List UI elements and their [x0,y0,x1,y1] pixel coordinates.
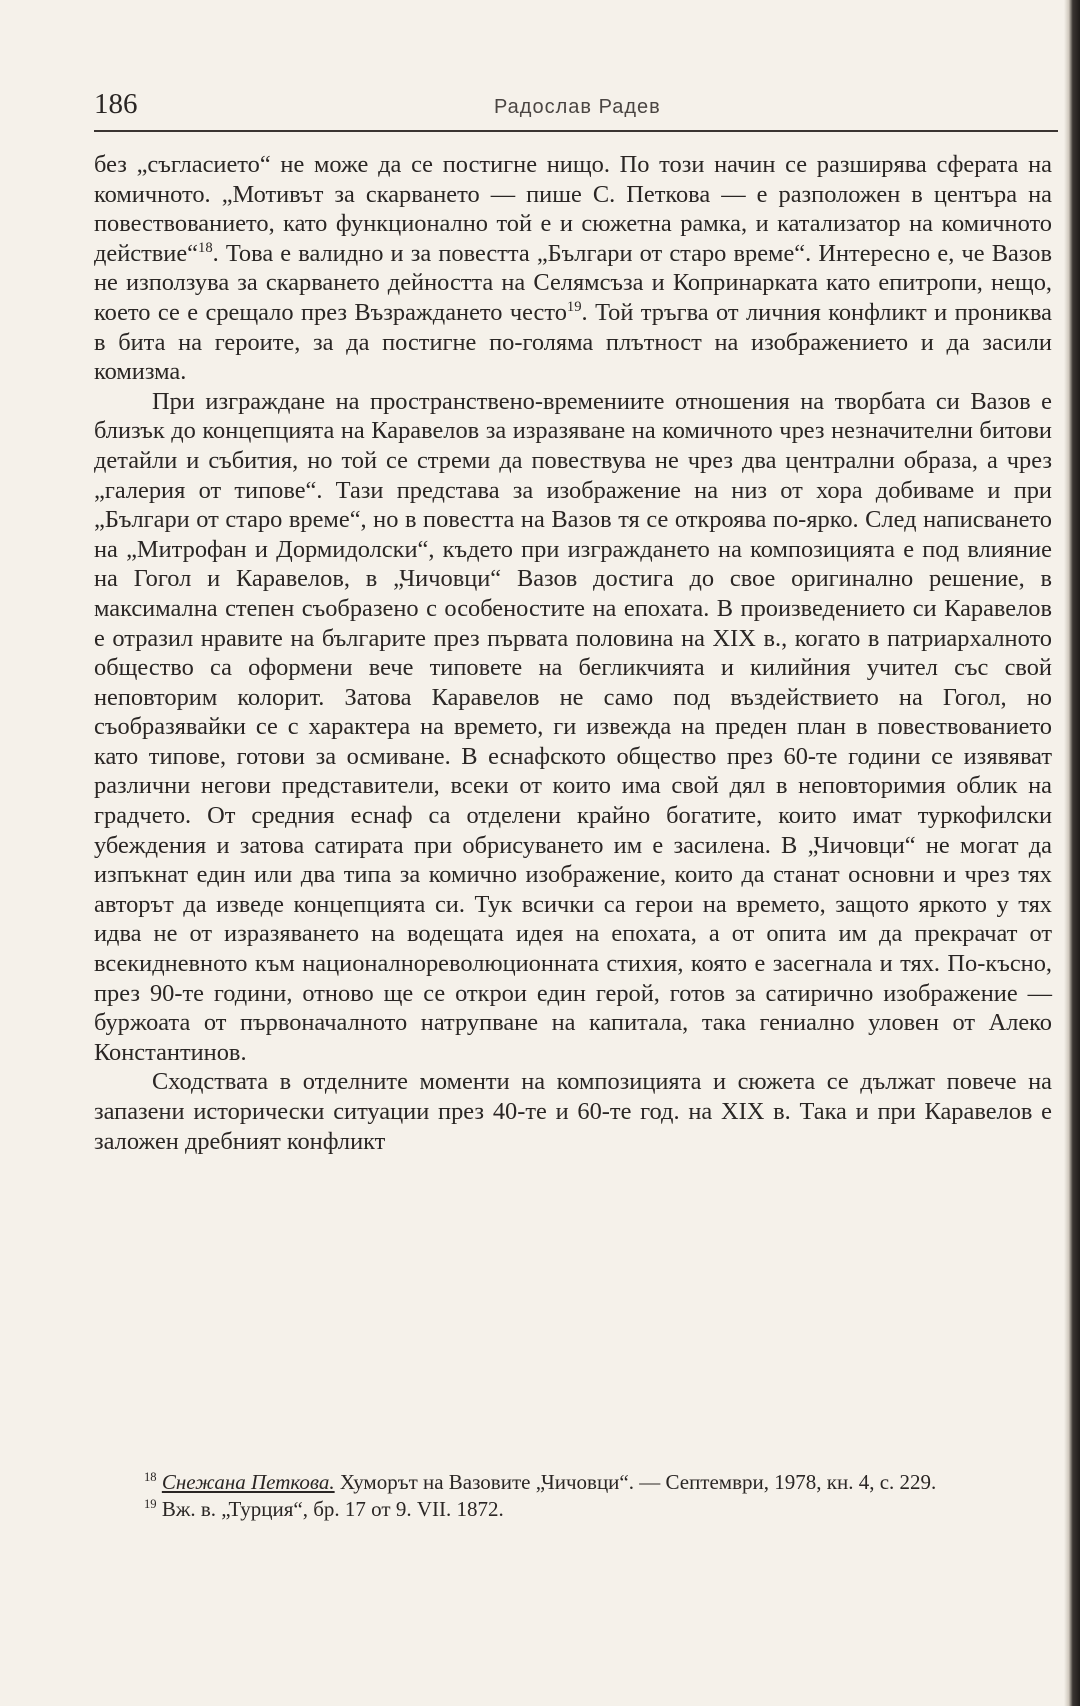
paragraph-3 [94,1067,1052,1156]
footnote-18 [94,1470,1052,1495]
footnote-ref-18: 18 [198,239,213,256]
body-text [94,150,1052,1156]
paragraph-2-text: При изграждане на пространствено-времениите отношения на творбата си Вазов е близък до концепцията на Каравелов за изразяване на комичното чрез незначителни битови детайли и събития, но той се стреми да повествува не чрез два централни образа, а чрез „галерия от типове“. Тази представа за изображение на низ от хора добиваме и при „Българи от старо време“, но в повестта на Вазов тя се откроява по-ярко. След написването на „Митрофан и Дормидолски“, където при изграждането на композицията е под влияние на Гогол и Каравелов, в „Чичовци“ Вазов достига до свое оригинално решение, в максимална степен съобразено с особеностите на епохата. В произведението си Каравелов е отразил нравите на българите през първата половина на XIX в., когато в патриархалното общество са оформени вече типовете на бегликчията и килийния учител със свой неповторим колорит. Затова Каравелов не само под въздействието на Гогол, но съобразявайки се с характера на времето, ги извежда на преден план в повествованието като типове, готови за осмиване. В еснафското общество през 60-те години се изявяват различни негови представители, всеки от които има свой дял в неповторимия облик на градчето. От средния еснаф са отделени крайно богатите, които имат туркофилски убеждения и затова сатирата при обрисуването им е засилена. В „Чичовци“ не могат да изпъкнат един или два типа за комично изображение, които да станат основни и чрез тях авторът да изведе концепцията си. Тук всички са герои на времето, защото яркото у тях идва не от изразяването на водещата идея на епохата, а от опита им да прекрачат от всекидневното към националнореволюционната стихия, която е засегнала и тях. По-късно, през 90-те години, отново ще се открои един герой, готов за сатирично изображение — буржоата от първоначалното натрупване на капитала, така гениално уловен от Алеко Константинов. [94,387,1052,1066]
paragraph-3-text: Сходствата в отделните моменти на композицията и сюжета се дължат повече на запазени исторически ситуации през 40-те и 60-те год. на XIX в. Така и при Каравелов е заложен дребният конфликт [94,1068,1052,1155]
paragraph-1-text-cont: . Това е валидно и за повестта „Българи от старо време“. Интересно е, че Вазов не използува за скарването дейността на Селямсъза и Копринарката като епитропи, нещо, което се е срещало през Възраждането често [94,239,1052,326]
footnote-18-author: Снежана Петкова. [161,1470,335,1494]
page-number: 186 [94,88,138,120]
page-header [94,88,1058,138]
footnote-ref-19: 19 [566,298,582,315]
paragraph-2 [94,387,1052,1068]
paragraph-1-text-end: . Той тръгва от личния конфликт и прониква в бита на героите, за да постигне по-голяма плътност на изображението и да засили комизма. [94,298,1052,386]
paragraph-1-text: без „съгласието“ не може да се постигне нищо. По този начин се разширява сферата на комичното. „Мотивът за скарването — пише С. Петкова — е разположен в центъра на повествованието, като функционално той е и сюжетна рамка, и катализатор на комичното действие“ [94,151,1052,267]
running-head: Радослав Радев [494,96,661,118]
footnotes [94,1470,1052,1524]
footnote-18-text: Хуморът на Вазовите „Чичовци“. — Септември, 1978, кн. 4, с. 229. [334,1470,937,1494]
page-edge-shadow [1064,0,1080,1706]
paragraph-1 [94,150,1052,387]
footnote-18-number: 18 [144,1470,157,1484]
header-rule [94,130,1058,132]
footnote-19 [94,1497,1052,1522]
footnote-19-number: 19 [144,1497,157,1511]
footnote-19-text: Вж. в. „Турция“, бр. 17 от 9. VII. 1872. [156,1497,504,1521]
